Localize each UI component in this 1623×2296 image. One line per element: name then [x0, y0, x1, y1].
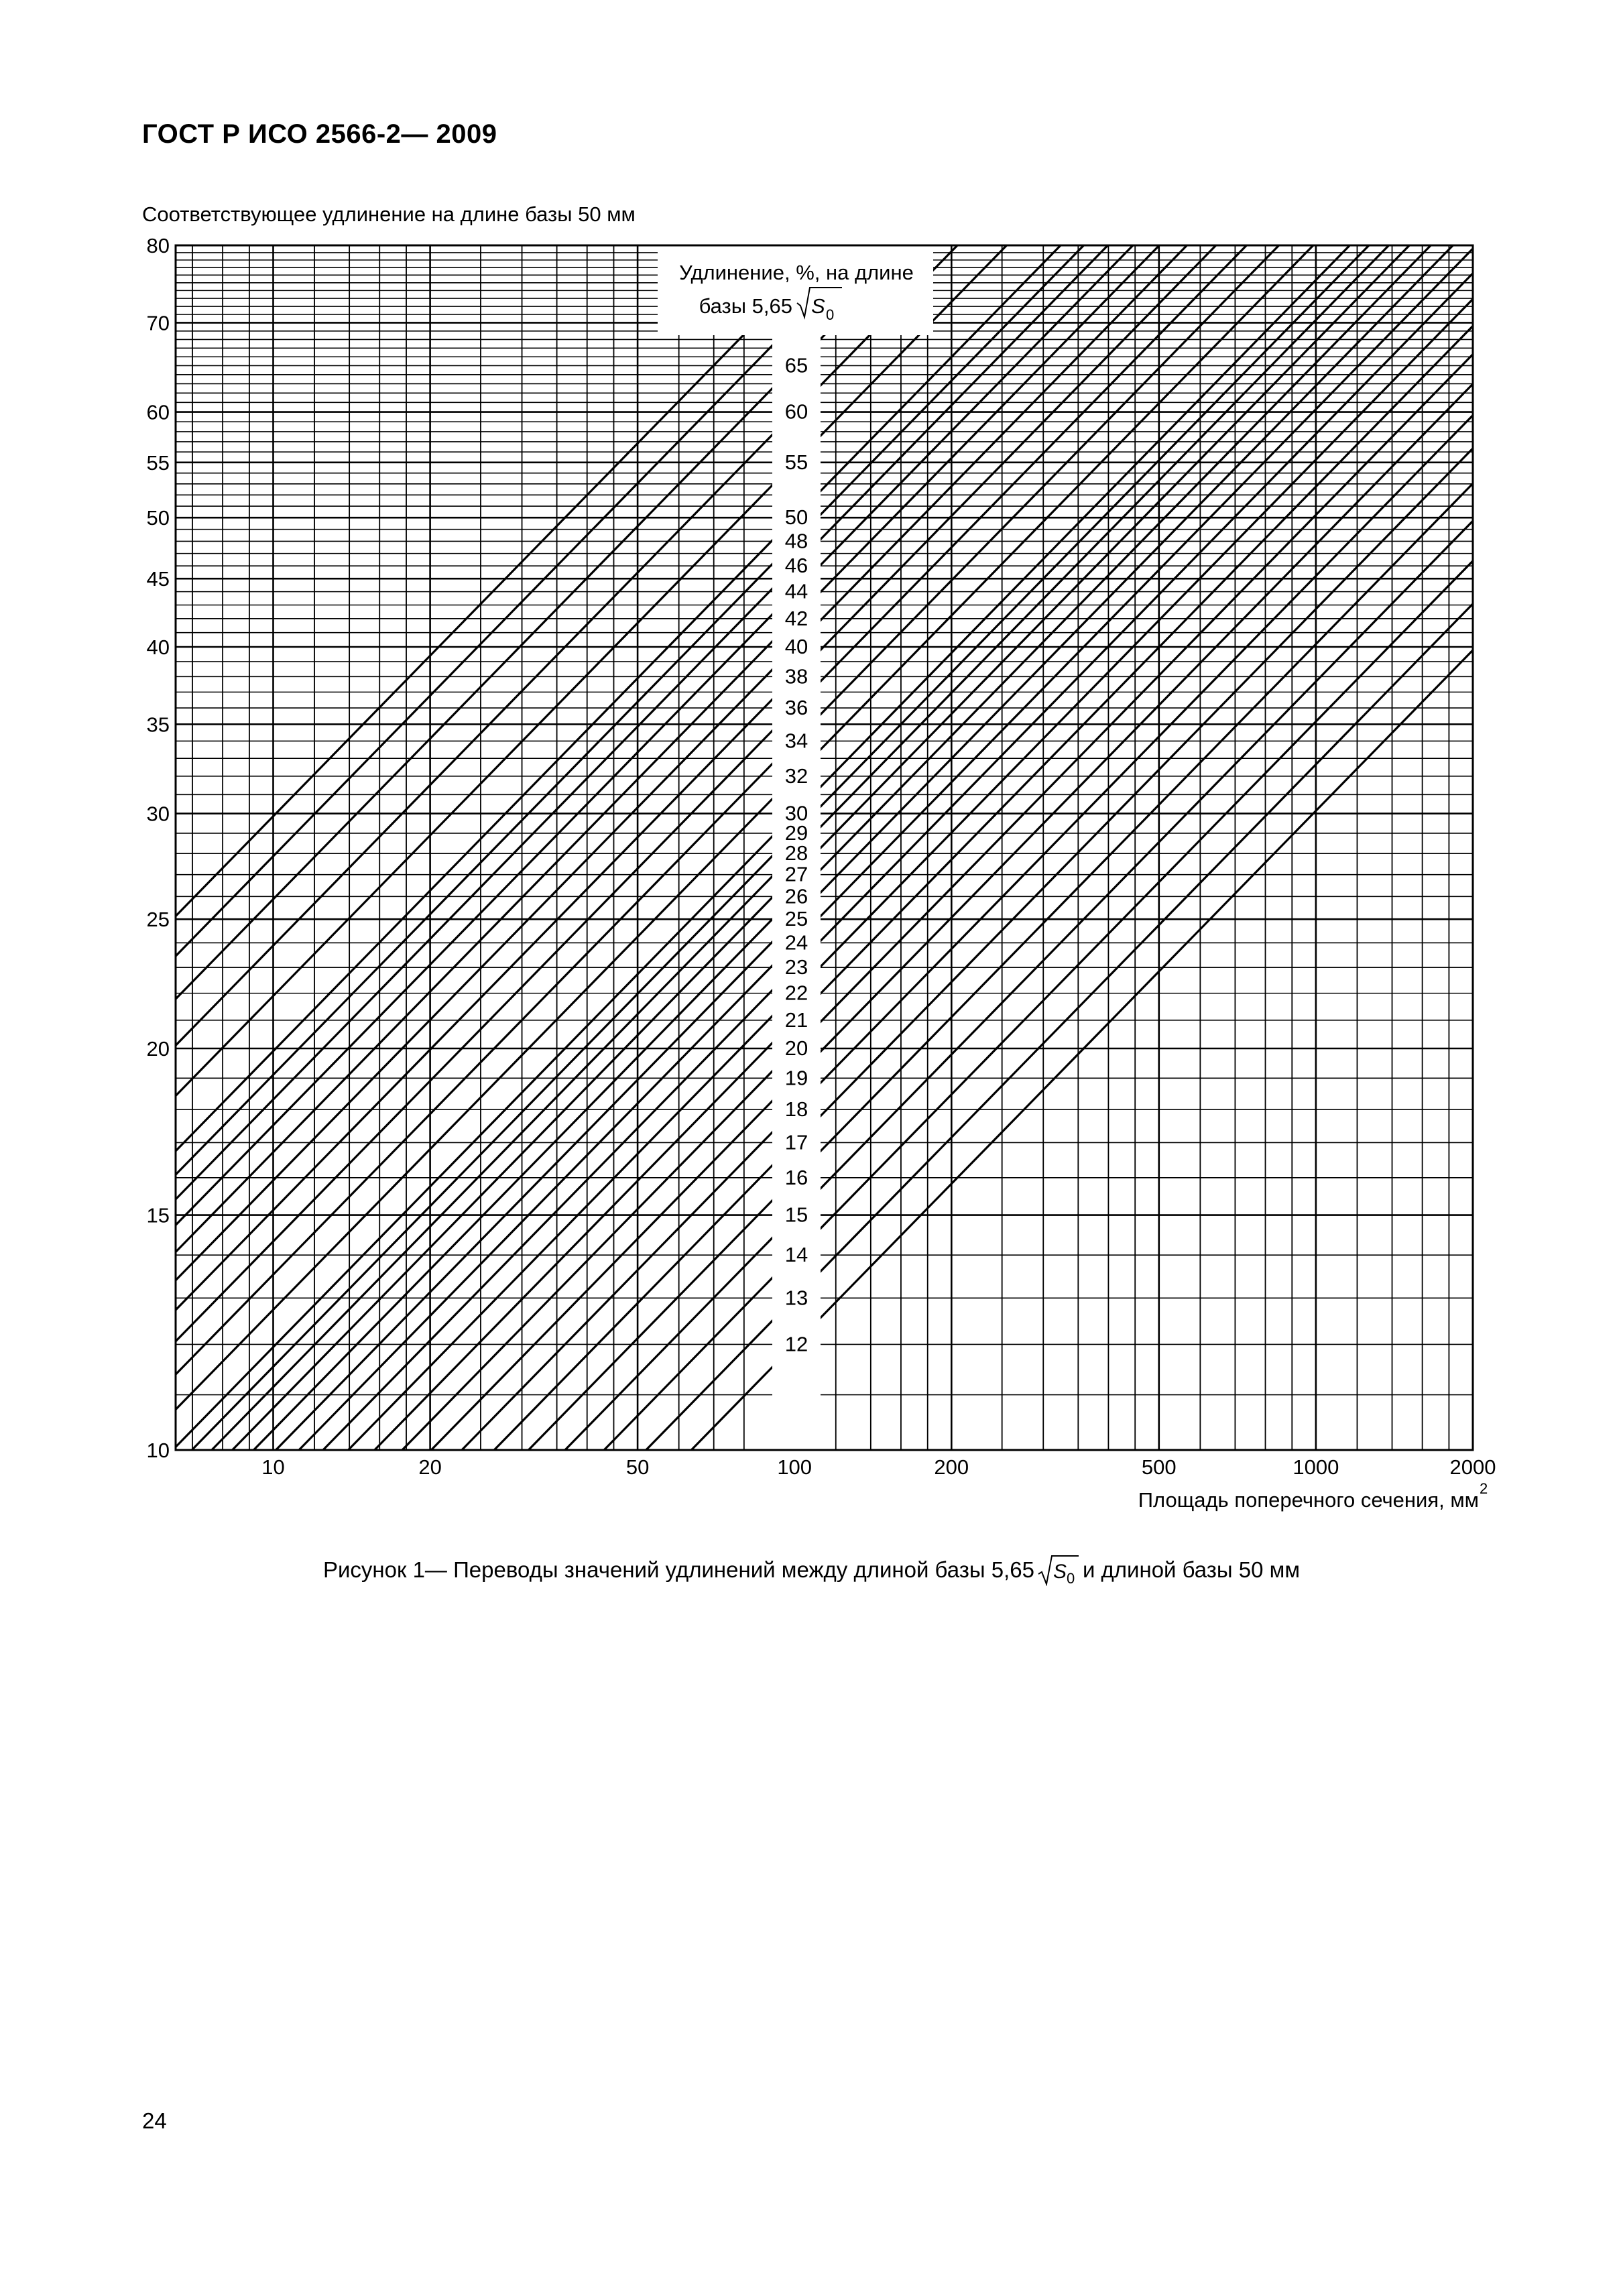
- conversion-curve: [494, 448, 1473, 1450]
- x-tick-label: 2000: [1449, 1455, 1496, 1479]
- caption-radicand: S: [1053, 1561, 1067, 1583]
- y-tick-labels: [147, 234, 170, 1462]
- curve-value-label: 20: [784, 1036, 808, 1060]
- conversion-curve: [299, 249, 1473, 1450]
- conversion-curve: [176, 245, 1084, 1174]
- conversion-curve: [528, 483, 1473, 1450]
- x-tick-label: 50: [625, 1455, 650, 1479]
- x-axis-label: Площадь поперечного сечения, мм: [1138, 1488, 1479, 1512]
- curve-value-label: 19: [784, 1066, 808, 1090]
- conversion-curve: [323, 274, 1473, 1450]
- x-axis-label-superscript: 2: [1480, 1480, 1488, 1497]
- y-tick-label: 15: [146, 1203, 170, 1227]
- curve-value-label: 28: [784, 841, 808, 865]
- curve-value-label: 46: [784, 554, 808, 578]
- curve-value-label: 18: [784, 1097, 808, 1122]
- x-tick-label: 20: [418, 1455, 442, 1479]
- conversion-curve: [646, 604, 1473, 1450]
- x-tick-labels: [261, 1455, 1496, 1479]
- curve-value-label: 23: [784, 955, 808, 979]
- conversion-curve: [176, 245, 1107, 1199]
- x-tick-label: 1000: [1293, 1455, 1339, 1479]
- curve-value-label: 22: [784, 981, 808, 1005]
- curve-value-label: 65: [784, 353, 808, 377]
- x-axis-title: [1138, 1480, 1488, 1512]
- curve-value-label: 24: [784, 930, 808, 955]
- curve-value-label: 15: [784, 1203, 808, 1227]
- curve-value-label: 12: [784, 1332, 808, 1356]
- y-tick-label: 55: [146, 450, 170, 475]
- y-tick-label: 70: [146, 311, 170, 335]
- caption-sqrt: [1037, 1554, 1080, 1586]
- x-tick-label: 100: [777, 1455, 813, 1479]
- curve-value-label: 60: [784, 400, 808, 424]
- y-tick-label: 45: [146, 567, 170, 591]
- conversion-curve: [233, 245, 1410, 1450]
- x-tick-label: 200: [934, 1455, 969, 1479]
- curve-value-label: 32: [784, 764, 808, 788]
- curve-label-radicand: S: [811, 294, 825, 318]
- y-axis-title: Соответствующее удлинение на длине базы 50 мм: [142, 202, 636, 226]
- curve-value-label: 42: [784, 606, 808, 630]
- y-tick-label: 25: [146, 908, 170, 932]
- caption-subscript: 0: [1066, 1570, 1075, 1586]
- curve-value-label: 30: [784, 801, 808, 825]
- curve-label-subscript: 0: [826, 306, 835, 323]
- x-tick-label: 500: [1141, 1455, 1177, 1479]
- curve-value-label: 50: [784, 505, 808, 530]
- y-tick-label: 30: [146, 802, 170, 826]
- curve-value-label: 55: [784, 450, 808, 474]
- curve-value-label: 27: [784, 862, 808, 886]
- page-number: 24: [142, 2108, 167, 2133]
- document-header: ГОСТ Р ИСО 2566-2— 2009: [142, 119, 497, 149]
- curve-value-label: 13: [784, 1286, 808, 1310]
- sqrt-sign-icon: [1037, 1554, 1080, 1586]
- curve-value-label: 17: [784, 1130, 808, 1154]
- conversion-curve: [176, 245, 1279, 1374]
- conversion-curve: [176, 245, 1246, 1341]
- curve-value-label: 44: [784, 579, 808, 603]
- y-tick-label: 80: [146, 234, 170, 257]
- y-tick-label: 10: [146, 1439, 170, 1462]
- curve-value-label: 38: [784, 664, 808, 688]
- conversion-curve: [176, 245, 870, 956]
- x-tick-label: 10: [261, 1455, 285, 1479]
- y-tick-label: 20: [146, 1037, 170, 1061]
- curve-value-label: 26: [784, 884, 808, 908]
- curve-label-base: базы 5,65: [699, 294, 792, 318]
- conversion-curve: [176, 245, 1349, 1447]
- conversion-curve: [176, 245, 1159, 1252]
- curve-value-label: 34: [784, 729, 808, 753]
- y-tick-label: 40: [146, 636, 170, 659]
- curve-value-label: 16: [784, 1165, 808, 1189]
- curve-value-label: 40: [784, 635, 808, 658]
- y-tick-label: 35: [146, 713, 170, 737]
- curve-value-label: 21: [784, 1008, 808, 1032]
- curve-label-box: [658, 245, 933, 335]
- curve-value-label: 36: [784, 696, 808, 720]
- curve-label-title-line1: Удлинение, %, на длине: [679, 261, 914, 284]
- conversion-curve: [176, 245, 1007, 1096]
- curve-value-label: 14: [784, 1243, 808, 1267]
- curve-value-label: 25: [784, 907, 808, 931]
- y-tick-label: 50: [146, 506, 170, 530]
- caption-prefix: Рисунок 1— Переводы значений удлинений между длиной базы 5,65: [322, 1557, 1034, 1582]
- curve-value-label: 48: [784, 529, 808, 553]
- conversion-curve: [176, 245, 1187, 1280]
- curve-layer: [176, 245, 1473, 1450]
- conversion-curve: [276, 245, 1453, 1450]
- caption-suffix: и длиной базы 50 мм: [1082, 1557, 1301, 1582]
- y-tick-label: 60: [146, 400, 170, 424]
- curve-value-label: 29: [784, 821, 808, 845]
- figure-caption: [0, 1554, 1623, 1586]
